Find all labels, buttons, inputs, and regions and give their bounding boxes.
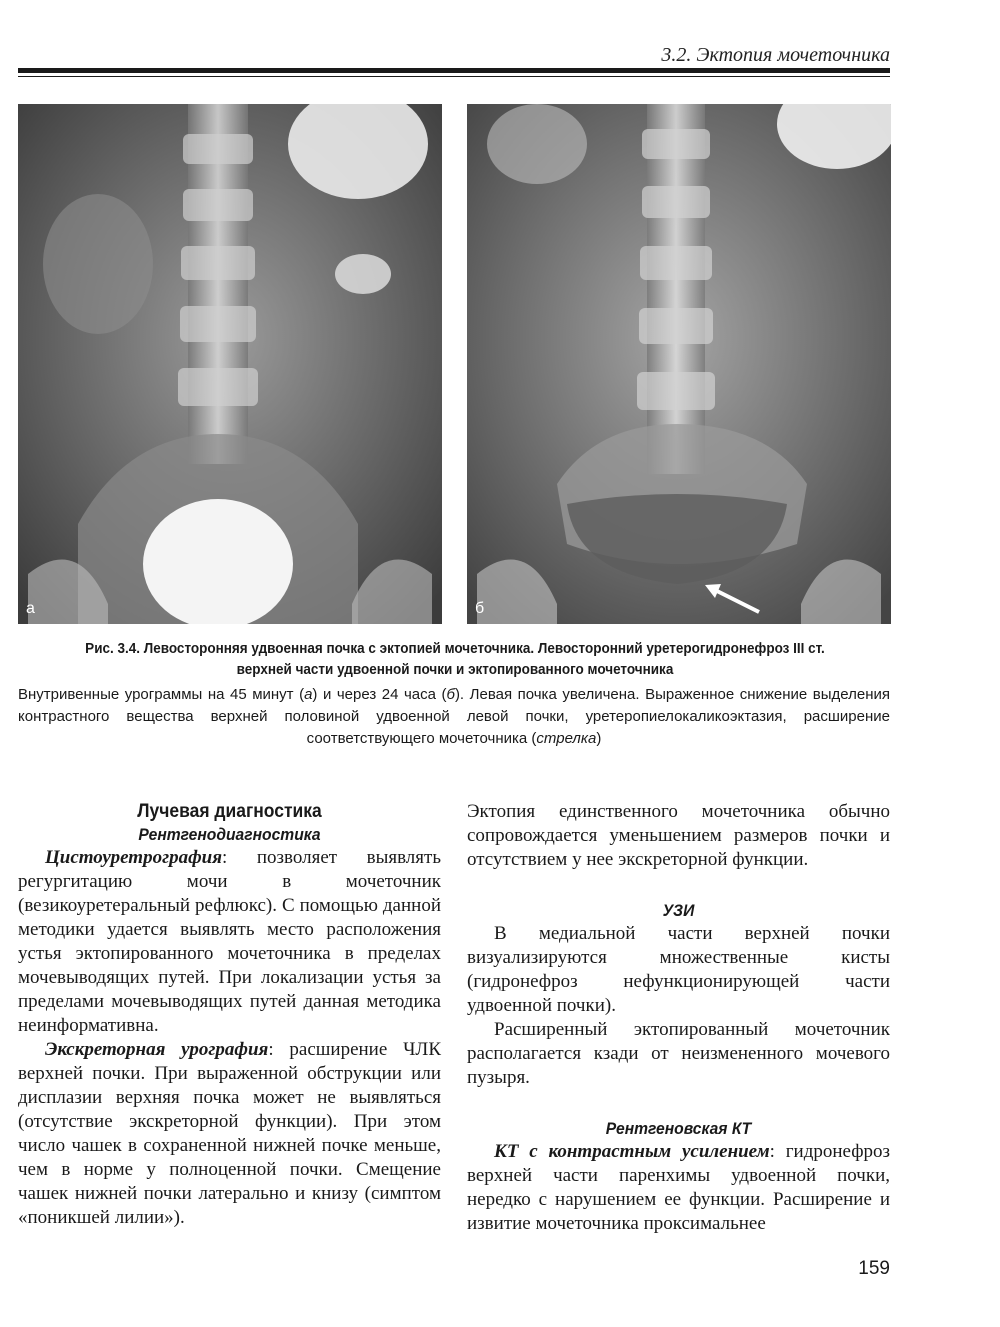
paragraph: Расширенный эктопированный мочеточник располагается кзади от неизмененного мочевого пузыря. bbox=[467, 1019, 890, 1088]
left-column bbox=[18, 800, 441, 1230]
paragraph-text: : позволяет выявлять регургитацию мочи в мочеточник (везикоуретеральный рефлюкс). С помощью данной методики удается выявлять место расположения устья эктопированного мочеточника в пределах мочевыводящих путей. При локализации устья за пределами мочевыводящих путей данная методика неинформативна. bbox=[18, 847, 441, 1036]
section-subheading-uzi: УЗИ bbox=[662, 901, 695, 920]
section-subheading-ct: Рентгеновская КТ bbox=[605, 1119, 752, 1138]
paragraph: В медиальной части верхней почки визуализируются множественные кисты (гидронефроз нефункционирующей части удвоенной почки). bbox=[467, 923, 890, 1016]
panel-label-b: б bbox=[475, 600, 485, 617]
header-rule-thin bbox=[18, 76, 890, 77]
caption-title-line1: Рис. 3.4. Левосторонняя удвоенная почка с эктопией мочеточника. Левосторонний уретерогидронефроз III ст. bbox=[85, 640, 825, 657]
section-subheading: Рентгенодиагностика bbox=[138, 825, 321, 844]
caption-seg: ) bbox=[596, 730, 602, 747]
spacer bbox=[467, 1090, 890, 1118]
panel-label-a: а bbox=[26, 600, 35, 617]
right-column bbox=[467, 800, 890, 1236]
caption-title-line2: верхней части удвоенной почки и эктопированного мочеточника bbox=[236, 661, 674, 678]
caption-seg: ) и через 24 часа ( bbox=[312, 686, 447, 703]
page-number: 159 bbox=[858, 1258, 890, 1279]
running-head: 3.2. Эктопия мочеточника bbox=[661, 44, 890, 66]
figure-caption-body bbox=[18, 684, 890, 750]
xray-image-a bbox=[18, 104, 442, 624]
caption-seg: Внутривенные урограммы на 45 минут ( bbox=[18, 686, 305, 703]
caption-seg: ). Левая почка увеличена. Выраженное снижение выделения контрастного вещества верхней половиной удвоенной левой почки, уретеропиелокаликоэктазия, расширение соответствующего мочеточника ( bbox=[18, 686, 890, 747]
caption-seg-italic: б bbox=[446, 686, 455, 703]
paragraph-text: : гидронефроз верхней части паренхимы удвоенной почки, нередко с нарушением ее функции. Расширение и извитие мочеточника проксимальнее bbox=[467, 1141, 891, 1234]
paragraph-lead: КТ с контрастным усилением bbox=[494, 1141, 770, 1162]
paragraph-text: : расширение ЧЛК верхней почки. При выраженной обструкции или дисплазии верхняя почка может не выявляться (отсутствие экскреторной функции). При этом число чашек в сохраненной нижней почке меньше, чем в норме у полноценной почки. Смещение чашек нижней почки латерально и книзу (симптом «поникшей лилии»). bbox=[18, 1039, 441, 1228]
xray-panel-b bbox=[467, 104, 891, 624]
paragraph: Эктопия единственного мочеточника обычно сопровождается уменьшением размеров почки и отсутствием у нее экскреторной функции. bbox=[467, 801, 890, 870]
section-heading: Лучевая диагностика bbox=[137, 801, 322, 822]
paragraph-lead: Экскреторная урография bbox=[45, 1039, 269, 1060]
caption-seg-italic: а bbox=[304, 686, 313, 703]
paragraph bbox=[18, 1038, 441, 1230]
spacer bbox=[467, 872, 890, 900]
xray-image-b bbox=[467, 104, 891, 624]
xray-panel-a bbox=[18, 104, 442, 624]
paragraph bbox=[467, 1140, 890, 1236]
header-rule-thick bbox=[18, 68, 890, 73]
paragraph-lead: Цистоуретрография bbox=[45, 847, 223, 868]
paragraph bbox=[18, 846, 441, 1038]
figure-caption-title bbox=[64, 638, 847, 680]
caption-seg-italic: стрелка bbox=[536, 730, 597, 747]
